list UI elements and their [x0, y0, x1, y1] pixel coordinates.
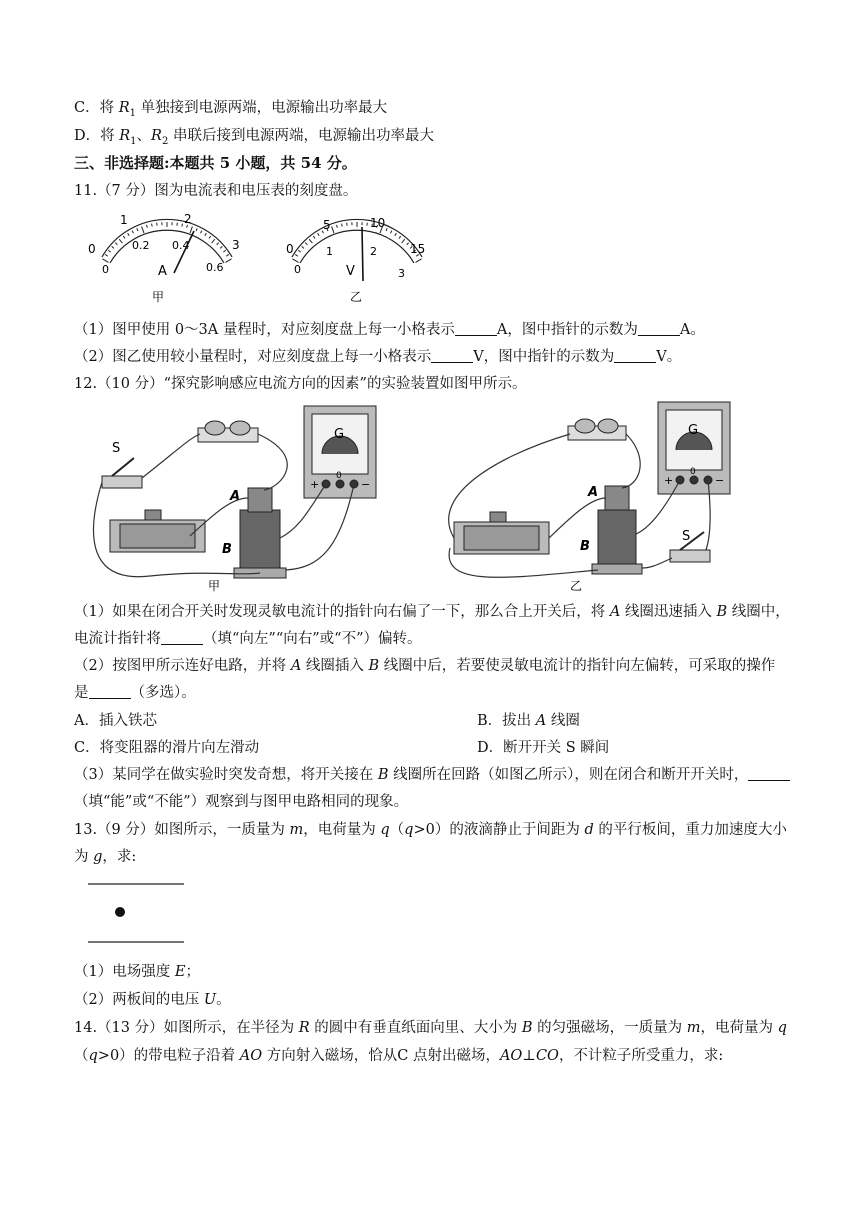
battery-icon	[198, 421, 258, 442]
voltmeter-symbol: V	[346, 264, 355, 279]
dial-tick	[302, 246, 304, 248]
dial-tick	[182, 224, 183, 227]
figure-caption-left: 甲	[208, 579, 221, 593]
voltmeter-caption: 乙	[350, 290, 363, 304]
ammeter-sub-label-0: 0	[102, 263, 109, 276]
figure-left	[94, 406, 376, 593]
q14-stem-line2: （q>0）的带电粒子沿着 AO 方向射入磁场，恰从C 点射出磁场，AO⊥CO，不计粒子所受重力，求:	[74, 1048, 724, 1064]
voltmeter-label-0: 0	[286, 242, 294, 256]
dial-tick	[292, 259, 298, 263]
coil-icon	[234, 488, 286, 578]
terminal-plus: +	[310, 478, 320, 491]
ammeter-sub-label-3: 0.6	[206, 261, 224, 274]
option-a: A．插入铁芯	[74, 713, 157, 729]
switch-label: S	[112, 441, 121, 456]
dial-tick	[205, 233, 207, 236]
q11-stem: 11.（7 分）图为电流表和电压表的刻度盘。	[74, 183, 358, 199]
q12-sub2-line1: （2）按图甲所示连好电路，并将 A 线圈插入 B 线圈中后，若要使灵敏电流计的指针向左偏转，可采取的操作	[74, 658, 776, 674]
answer-blank[interactable]	[614, 348, 656, 363]
droplet	[115, 907, 125, 917]
parallel-plates-figure	[84, 878, 194, 950]
terminal-minus: −	[361, 478, 371, 491]
answer-blank[interactable]	[748, 766, 790, 781]
dial-tick	[123, 236, 125, 238]
battery-icon	[568, 419, 626, 440]
ammeter-caption: 甲	[152, 290, 165, 304]
q13-sub2: （2）两板间的电压 U。	[74, 992, 231, 1008]
dial-tick	[399, 236, 401, 238]
dial-tick	[402, 239, 405, 243]
q14-stem-line1: 14.（13 分）如图所示，在半径为 R 的圆中有垂直纸面向里、大小为 B 的匀强磁场，一质量为 m，电荷量为 q	[74, 1020, 787, 1036]
ammeter-symbol: A	[158, 264, 167, 279]
dial-tick	[119, 239, 122, 243]
dial-tick	[407, 243, 409, 245]
answer-blank[interactable]	[89, 684, 131, 699]
switch-label: S	[682, 529, 691, 544]
dial-tick	[128, 233, 130, 236]
meters-figure	[80, 205, 440, 315]
coil-a-label: A	[230, 489, 241, 504]
q12-stem: 12.（10 分）“探究影响感应电流方向的因素”的实验装置如图甲所示。	[74, 376, 527, 392]
answer-blank[interactable]	[431, 348, 473, 363]
voltmeter-sub-label-3: 3	[398, 267, 405, 280]
dial-tick	[212, 239, 215, 243]
dial-tick	[298, 250, 300, 252]
voltmeter-label-5: 5	[323, 218, 331, 232]
q11-sub2: （2）图乙使用较小量程时，对应刻度盘上每一小格表示 V，图中指针的示数为 V。	[74, 349, 682, 365]
switch-icon	[102, 458, 142, 488]
terminal-zero: 0	[336, 471, 342, 481]
voltmeter-sub-label-1: 1	[326, 245, 333, 258]
dial-tick	[209, 236, 211, 238]
option-c: C．将变阻器的滑片向左滑动	[74, 740, 260, 756]
terminal-zero: 0	[690, 467, 696, 477]
figure-caption-right: 乙	[570, 579, 583, 593]
dial-tick	[220, 246, 222, 248]
option-b: B．拔出 A 线圈	[477, 713, 580, 729]
dial-tick	[313, 236, 315, 238]
voltmeter-label-10: 10	[370, 216, 386, 230]
ammeter-label-2: 2	[184, 212, 192, 226]
galvanometer-label: G	[688, 423, 699, 438]
dial-tick	[309, 239, 312, 243]
ammeter-label-1: 1	[120, 213, 128, 227]
voltmeter-label-15: 15	[410, 242, 426, 256]
q13-stem-line1: 13.（9 分）如图所示，一质量为 m，电荷量为 q（q>0）的液滴静止于间距为 d 的平行板间，重力加速度大小	[74, 822, 787, 838]
dial-tick	[142, 226, 144, 233]
q12-options-row1	[74, 711, 800, 731]
coil-b-label: B	[222, 542, 232, 557]
dial-tick	[115, 243, 117, 245]
dial-tick	[390, 231, 391, 234]
dial-tick	[102, 259, 108, 263]
dial-tick	[342, 224, 343, 227]
answer-blank[interactable]	[638, 321, 680, 336]
answer-blank[interactable]	[161, 630, 203, 645]
dial-tick	[196, 228, 197, 231]
q12-sub3-line2: （填“能”或“不能”）观察到与图甲电路相同的现象。	[74, 794, 409, 810]
dial-tick	[386, 228, 387, 231]
section-heading: 三、非选择题:本题共 5 小题，共 54 分。	[74, 154, 357, 172]
dial-tick	[132, 231, 133, 234]
q13-stem-line2: 为 g，求:	[74, 849, 137, 865]
coil-b-label: B	[580, 539, 590, 554]
dial-tick	[108, 250, 110, 252]
dial-tick	[226, 259, 232, 263]
ammeter-pointer	[174, 231, 194, 273]
dial-tick	[337, 225, 338, 228]
voltmeter-sub-label-2: 2	[370, 245, 377, 258]
dial-tick	[190, 226, 192, 233]
ammeter-sub-label-2: 0.4	[172, 239, 190, 252]
dial-tick	[200, 231, 201, 234]
rheostat-icon	[110, 510, 205, 552]
figure-right	[449, 402, 730, 593]
dial-tick	[416, 259, 422, 263]
dial-tick	[152, 224, 153, 227]
rheostat-icon	[454, 512, 549, 554]
dial-tick	[147, 225, 148, 228]
terminal-minus: −	[715, 474, 725, 487]
dial-tick	[318, 233, 320, 236]
q13-sub1: （1）电场强度 E；	[74, 964, 200, 980]
ammeter-label-0: 0	[88, 242, 96, 256]
dial-tick	[217, 243, 219, 245]
option-d: D．将 $R_1$、$R_2$ 串联后接到电源两端，电源输出功率最大	[74, 128, 434, 147]
terminal-plus: +	[664, 474, 674, 487]
q12-options-row2	[74, 738, 800, 758]
q12-sub2-line2: 是 （多选）。	[74, 685, 196, 701]
option-c: C．将 $R_1$ 单独接到电源两端，电源输出功率最大	[74, 100, 388, 119]
q12-sub3-line1: （3）某同学在做实验时突发奇想，将开关接在 B 线圈所在回路（如图乙所示），则在闭合和断开开关时，	[74, 765, 800, 785]
answer-blank[interactable]	[455, 321, 497, 336]
voltmeter-pointer	[362, 227, 363, 281]
induction-experiment-figure	[90, 398, 810, 598]
dial-tick	[112, 246, 114, 248]
dial-tick	[223, 250, 225, 252]
coil-a-label: A	[588, 485, 599, 500]
galvanometer-label: G	[334, 427, 345, 442]
q12-sub1-line1: （1）如果在闭合开关时发现灵敏电流计的指针向右偏了一下，那么合上开关后，将 A 线圈迅速插入 B 线圈中，	[74, 604, 790, 620]
q11-sub1: （1）图甲使用 0～3A 量程时，对应刻度盘上每一小格表示 A，图中指针的示数为 A。	[74, 322, 705, 338]
option-d: D．断开开关 S 瞬间	[477, 740, 610, 756]
dial-tick	[226, 254, 228, 256]
dial-tick	[395, 233, 397, 236]
q12-sub1-line2: 电流计指针将 （填“向左”“向右”或“不”）偏转。	[74, 631, 422, 647]
dial-tick	[105, 254, 107, 256]
dial-tick	[332, 226, 334, 233]
ammeter-sub-label-1: 0.2	[132, 239, 150, 252]
voltmeter-sub-label-0: 0	[294, 263, 301, 276]
dial-tick	[305, 243, 307, 245]
dial-tick	[295, 254, 297, 256]
ammeter-label-3: 3	[232, 238, 240, 252]
dial-tick	[137, 228, 138, 231]
